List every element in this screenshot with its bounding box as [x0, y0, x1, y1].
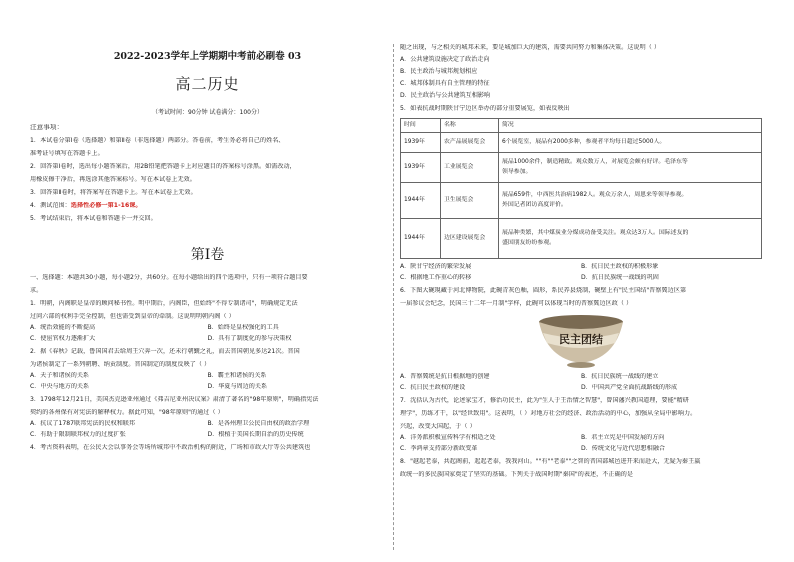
desc-line: 展品种类繁，其中煤炭业分煤成功备受关注。观众达3万人。国际述友的 [502, 230, 689, 236]
table-row [401, 153, 762, 183]
question-stem: 3．1798年12月21日，美国杰克逊亚州通过《弗吉尼亚州决议案》肃清了著名的"98年原则"，明确指宪法 [30, 396, 319, 403]
left-column [30, 46, 385, 451]
table-header-cell: 简况 [499, 119, 762, 133]
column-divider [393, 44, 394, 550]
section-intro: 求。 [30, 287, 43, 294]
option: D．根植于美国长期自治的历史传统 [207, 431, 304, 438]
option: A．陕甘宁经济的繁荣发展 [400, 263, 472, 270]
question-stem: 6．下图大碗現藏于河北博物院，此碗青灰色釉，圆形，系民养县烧制，碗壁上有"民主国结"晋察冀边区第 [400, 287, 687, 294]
exhibition-table [400, 118, 762, 259]
option: C．中央与地方的关系 [30, 383, 90, 390]
table-cell-name: 卫生展览会 [441, 183, 499, 219]
exam-meta: （考试时间：90分钟 试卷满分：100分） [152, 109, 263, 116]
notice-item: 准考证号填写在答题卡上。 [30, 150, 104, 157]
option: A．抗议了1787联邦宪法的民权和联邦 [30, 420, 135, 427]
question-options [400, 369, 762, 391]
option: A．统治效能的不断提高 [30, 324, 96, 331]
notice-item: 1．本试卷分第Ⅰ卷（选择题）和第Ⅱ卷（非选择题）两部分。答卷前，考生务必将自己的姓名、 [30, 137, 285, 144]
option: C．李鸿章支持部分新政变革 [400, 445, 478, 452]
option: D．具有了制度化的参与决策权 [207, 335, 292, 342]
section-intro: 一、选择题：本题共30小题，每小题2分，共60分。在每小题给出的四个选项中，只有一项符合题目要 [30, 274, 308, 281]
question-stem: 一届参议会纪念，民国三十二年一月制"字样，此碗可以体现当时的晋察冀边区政（ ） [400, 300, 633, 307]
notice-item: 2．回答第Ⅰ卷时，选出每小题答案后，用2B铅笔把答题卡上对应题目的答案标号涂黑。如需改动， [30, 163, 296, 170]
option: A．洋务派积极宣传科学有相适之处 [400, 434, 496, 441]
option: D．华夏与周边的关系 [207, 383, 268, 390]
option: D．中国共产党全面抗战路线的形成 [581, 384, 678, 391]
question-stem: 1．明朝，内阁职是皇帝的顾问秘书性。明中期后，内阁臣，但始终"不得专制诸司"，明确规定无法 [30, 300, 298, 307]
notice-item: 用橡皮擦干净后，再选涂其他答案标号。写在本试卷上无效。 [30, 176, 196, 183]
table-cell-desc [499, 133, 762, 153]
table-row [401, 133, 762, 153]
question-stem: 理学"，历练才干，以"经世致用"。这表明，（ ）对地方社会的经济、政治活动的中心，加强从全局中影响力。 [400, 410, 697, 417]
question-stem: 政统一的多民族国家奠定了坚实的基础。下列关于战国时期"秦国"的表述，不正确的是 [400, 471, 634, 478]
question-stem: 8．"越起老泰，共起阁前，起起老泰，我我河山。""有""老泰""之智的晋国部城邑进开来而赴大，无疑为秦王嬴 [400, 458, 701, 465]
option: A．晋察冀统是抗日根据地的创建 [400, 373, 490, 380]
desc-line: 6个展览室，展品有2000多种，参观者平均每日超过5000人。 [502, 139, 666, 145]
bowl-inscription: 民主团结 [559, 333, 603, 346]
option: D．抗日民族统一战线的巩固 [581, 274, 659, 281]
option: B．抗日民族统一战线的建立 [581, 373, 659, 380]
table-cell-year: 1939年 [401, 153, 441, 183]
notice-item: 5．考试结束后，将本试卷和答题卡一并交回。 [30, 215, 157, 222]
question-stem: 2．据《春秋》记载，鲁国国君去给周王穴奔一次，还未行朝觐之礼，而去晋国朝见多达21次。晋国 [30, 348, 300, 355]
option: B．民主政治与城邦规划相应 [400, 68, 478, 75]
table-cell-year: 1939年 [401, 133, 441, 153]
table-cell-desc [499, 153, 762, 183]
question-options [400, 259, 762, 281]
table-cell-year: 1944年 [401, 219, 441, 259]
option: A．公共建筑设施决定了政治走向 [400, 56, 490, 63]
question-options [400, 430, 762, 452]
right-column [400, 44, 762, 478]
option: C．有助于限制联邦权力的过度扩张 [30, 431, 126, 438]
question-stem: 兴起，改变大国起，于（ ） [400, 423, 476, 430]
table-header-cell: 名称 [441, 119, 499, 133]
option: C．城邦体制具有自主管理的特征 [400, 80, 490, 87]
desc-line: 外国记者团访高度评价。 [502, 202, 567, 208]
volume-title: 第Ⅰ卷 [190, 247, 225, 263]
question-options [30, 416, 385, 438]
question-stem: 5．如表抗战时期陕甘宁边区举办的部分重要展览，如表反映出 [400, 105, 570, 112]
question-stem: 随之出现，与之相关的城邦未来，要是城加巨大的建筑，需要共同努力和集体决策。这说明（ ） [400, 44, 661, 51]
desc-line: 展品659件，中西医共治病1982人。观众万余人，周恩来等领导参观。 [502, 192, 688, 198]
table-row [401, 219, 762, 259]
option: B．霸主和诸侯的关系 [207, 372, 267, 379]
bowl-figure [400, 313, 762, 369]
option: B．君主立宪是中国发展的方向 [581, 434, 665, 441]
notice-range-value: 选择性必修一第1-16课。 [70, 202, 142, 209]
table-cell-name: 农产品展展览会 [441, 133, 499, 153]
table-header-cell: 时间 [401, 119, 441, 133]
table-cell-desc [499, 219, 762, 259]
option: C．根据地工作重心的转移 [400, 274, 472, 281]
notice-range-label: 4．测试范围： [30, 202, 71, 209]
question-stem: 过问六部的权利手完全控制，但也需受到皇帝的牵制。这说明明朝内阁（ ） [30, 313, 235, 320]
table-cell-desc [499, 183, 762, 219]
question-options [30, 320, 385, 342]
table-header-row [401, 119, 762, 133]
desc-line: 展品1000余件，制造精致。观众数万人，对展览会颇有好评。毛泽东等 [502, 159, 688, 165]
question-options [30, 368, 385, 390]
bowl-photo [537, 313, 625, 369]
option: C．抗日民主政权的建设 [400, 384, 466, 391]
exam-title: 2022-2023学年上学期期中考前必刷卷 03 [113, 51, 302, 62]
notice-item: 3．回答第Ⅱ卷时，将答案写在答题卡上。写在本试卷上无效。 [30, 189, 197, 196]
table-row [401, 183, 762, 219]
question-stem: 4．考古资料表明，在公民大会以事务会等场所城邦中不政治机构的附近，广场和市政大厅等公共建筑也 [30, 444, 311, 451]
table-cell-year: 1944年 [401, 183, 441, 219]
table-cell-name: 边区建设展览会 [441, 219, 499, 259]
notice-item [30, 202, 385, 209]
option: A．天子和诸侯的关系 [30, 372, 90, 379]
desc-line: 盛国朋友纷纷参观。 [502, 240, 556, 246]
question-stem: 7．沈括认为古代，论述家宝才，修治功民主，此为"生人于王治情之智慧"，曾国藩兴教国道理，要能"精研 [400, 397, 689, 404]
notice-heading: 注意事项： [30, 124, 64, 131]
question-stem: 契约的各州保有对宪法的解释权力。据此可知，"98年原则"的通过（ ） [30, 409, 224, 416]
question-stem: 为诸侯制定了一系列朝聘、纳贡制度。晋国制定的制度反映了（ ） [30, 361, 211, 368]
table-cell-name: 工业展览会 [441, 153, 499, 183]
subject-title: 高二历史 [175, 75, 240, 93]
option: D．民主政治与公共建筑互相影响 [400, 92, 491, 99]
option: D．传统文化与近代思想相融合 [581, 445, 665, 452]
option: B．始终是皇权强化的工具 [207, 324, 279, 331]
option: B．是各州理卫公民自由权的政治学理 [207, 420, 310, 427]
option: C．使宦官权力逐渐扩大 [30, 335, 96, 342]
option: B．抗日民主政权的积极形象 [581, 263, 659, 270]
desc-line: 领导参加。 [502, 169, 532, 175]
